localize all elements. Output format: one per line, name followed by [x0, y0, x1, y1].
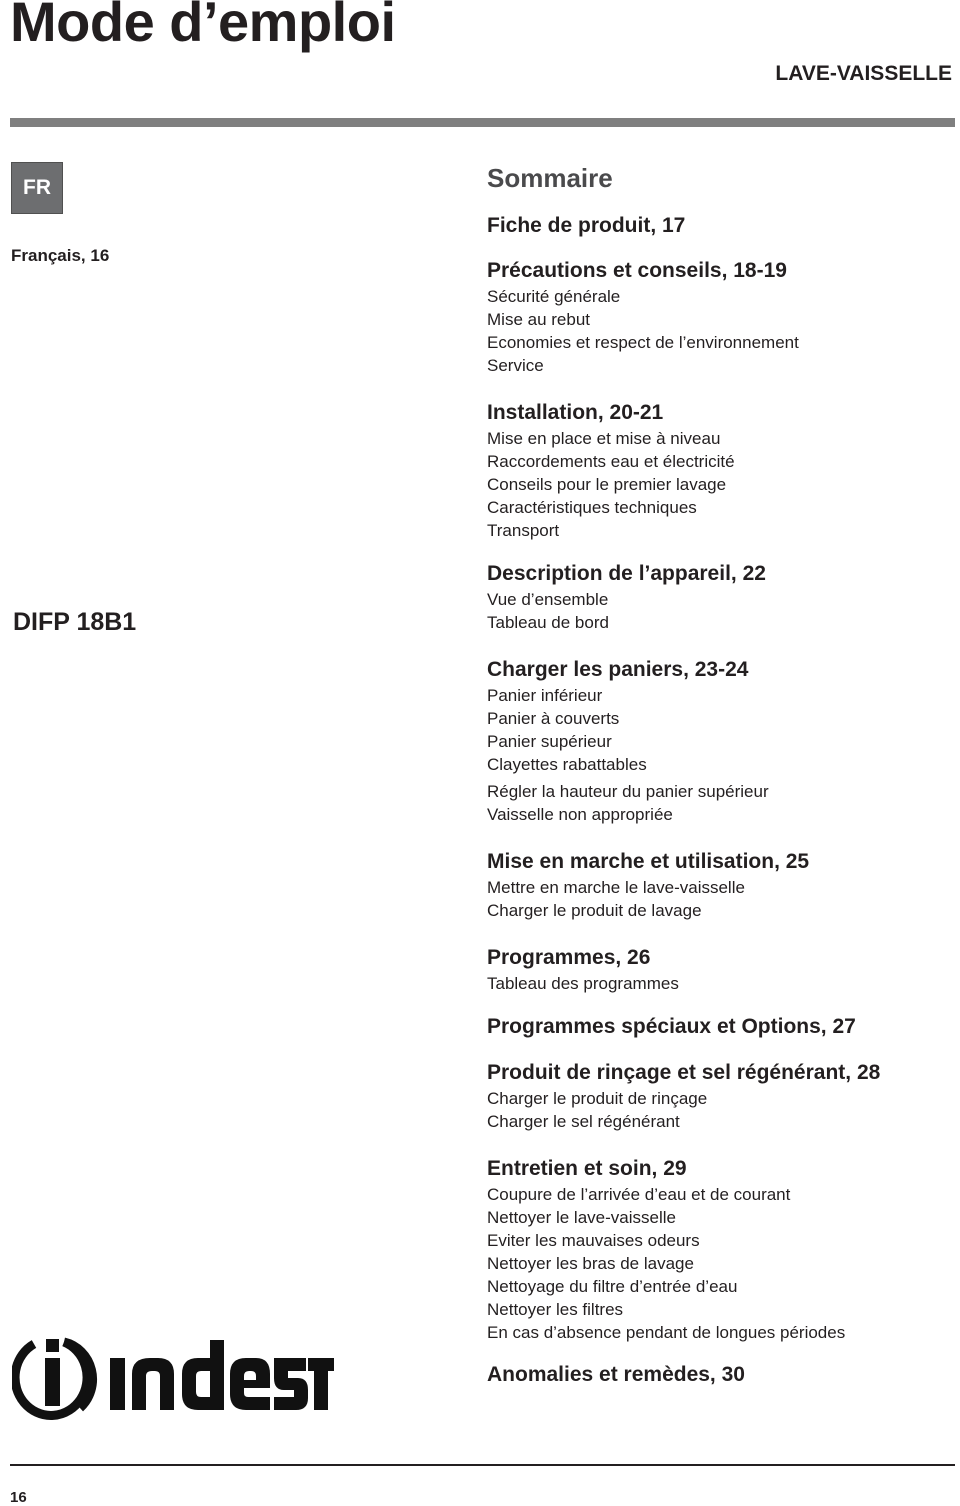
toc-subsection[interactable]: Vaisselle non appropriée — [487, 805, 673, 824]
toc-section-title[interactable]: Fiche de produit, 17 — [487, 214, 686, 237]
toc-subsection[interactable]: Economies et respect de l’environnement — [487, 333, 799, 352]
toc-section-title[interactable]: Précautions et conseils, 18-19 — [487, 259, 787, 282]
language-badge: FR — [11, 162, 63, 214]
toc-subsection[interactable]: Nettoyer les bras de lavage — [487, 1254, 694, 1273]
toc-subsection[interactable]: Eviter les mauvaises odeurs — [487, 1231, 700, 1250]
toc-subsection[interactable]: Caractéristiques techniques — [487, 498, 697, 517]
toc-subsection[interactable]: Sécurité générale — [487, 287, 621, 306]
toc-subsection[interactable]: Panier inférieur — [487, 686, 603, 705]
toc-subsection[interactable]: Tableau des programmes — [487, 974, 679, 993]
footer-divider — [10, 1464, 955, 1466]
toc-section-title[interactable]: Installation, 20-21 — [487, 401, 664, 424]
toc-section-title[interactable]: Charger les paniers, 23-24 — [487, 658, 749, 681]
toc-subsection[interactable]: Charger le produit de lavage — [487, 901, 702, 920]
page-number: 16 — [10, 1489, 27, 1506]
toc-subsection[interactable]: Transport — [487, 521, 560, 540]
product-type-label: LAVE-VAISSELLE — [775, 62, 952, 85]
toc-subsection[interactable]: Mise en place et mise à niveau — [487, 429, 721, 448]
toc-section-title[interactable]: Description de l’appareil, 22 — [487, 562, 766, 585]
toc-section-title[interactable]: Entretien et soin, 29 — [487, 1157, 687, 1180]
toc-subsection[interactable]: Mise au rebut — [487, 310, 590, 329]
indesit-logo — [12, 1330, 334, 1420]
toc-subsection[interactable]: Panier à couverts — [487, 709, 620, 728]
toc-subsection[interactable]: Régler la hauteur du panier supérieur — [487, 782, 769, 801]
toc-section-title[interactable]: Mise en marche et utilisation, 25 — [487, 850, 810, 873]
toc-subsection[interactable]: Service — [487, 356, 544, 375]
toc-section-title[interactable]: Produit de rinçage et sel régénérant, 28 — [487, 1061, 881, 1084]
toc-subsection[interactable]: Nettoyage du filtre d’entrée d’eau — [487, 1277, 738, 1296]
toc-subsection[interactable]: Clayettes rabattables — [487, 755, 647, 774]
toc-subsection[interactable]: Nettoyer le lave-vaisselle — [487, 1208, 676, 1227]
toc-heading: Sommaire — [487, 163, 613, 193]
model-number: DIFP 18B1 — [13, 608, 137, 636]
toc-subsection[interactable]: Charger le sel régénérant — [487, 1112, 680, 1131]
toc-subsection[interactable]: Conseils pour le premier lavage — [487, 475, 727, 494]
toc-section-title[interactable]: Anomalies et remèdes, 30 — [487, 1363, 745, 1386]
toc-subsection[interactable]: En cas d’absence pendant de longues périodes — [487, 1323, 846, 1342]
toc-subsection[interactable]: Tableau de bord — [487, 613, 609, 632]
header-divider — [10, 118, 955, 127]
language-page-reference: Français, 16 — [11, 246, 110, 265]
toc-section-title[interactable]: Programmes, 26 — [487, 946, 651, 969]
toc-subsection[interactable]: Mettre en marche le lave-vaisselle — [487, 878, 745, 897]
toc-subsection[interactable]: Coupure de l’arrivée d’eau et de courant — [487, 1185, 791, 1204]
toc-subsection[interactable]: Vue d’ensemble — [487, 590, 609, 609]
toc-subsection[interactable]: Panier supérieur — [487, 732, 612, 751]
toc-subsection[interactable]: Raccordements eau et électricité — [487, 452, 735, 471]
page-title: Mode d’emploi — [10, 0, 396, 53]
toc-section-title[interactable]: Programmes spéciaux et Options, 27 — [487, 1015, 856, 1038]
toc-subsection[interactable]: Nettoyer les filtres — [487, 1300, 624, 1319]
toc-subsection[interactable]: Charger le produit de rinçage — [487, 1089, 708, 1108]
